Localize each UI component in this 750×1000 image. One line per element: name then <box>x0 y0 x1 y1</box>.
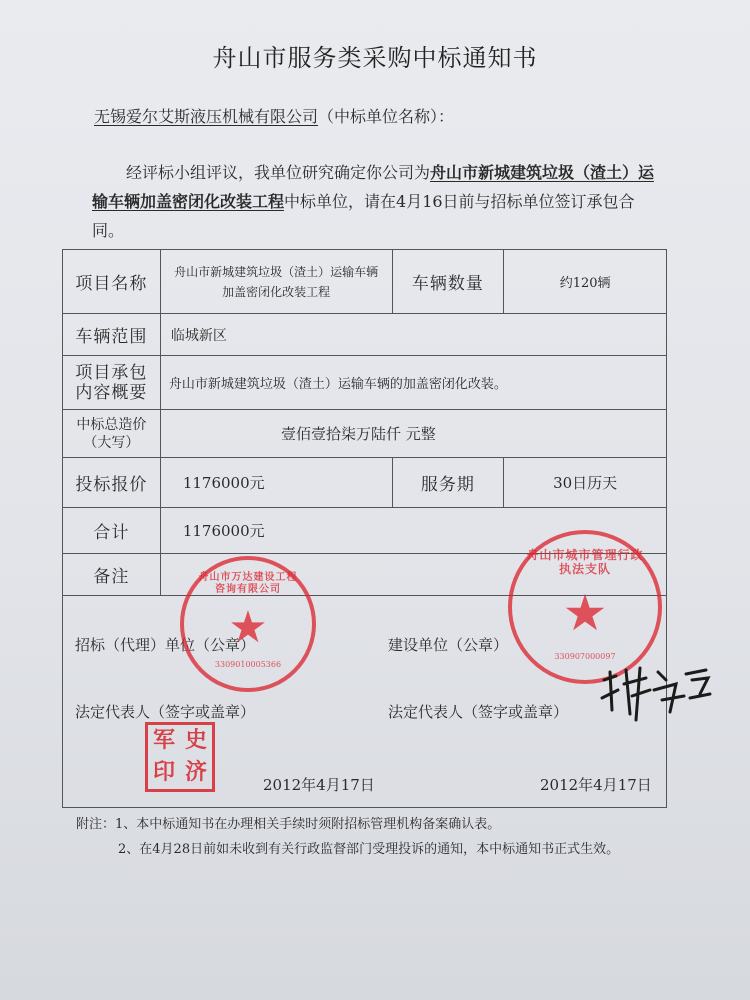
document-title: 舟山市服务类采购中标通知书 <box>212 44 538 72</box>
total-price-value: 壹佰壹拾柒万陆仟 元整 <box>160 410 666 458</box>
tender-unit-label: 招标（代理）单位（公章） <box>75 636 256 654</box>
handwritten-signature <box>596 650 716 730</box>
personal-seal-char: 印 <box>152 759 175 785</box>
project-name-label: 项目名称 <box>63 250 161 314</box>
tender-rep-label: 法定代表人（签字或盖章） <box>75 703 256 721</box>
total-price-label <box>63 410 161 458</box>
content-label-line-1: 项目承包 <box>75 362 148 383</box>
tender-seal-text: 舟山市万达建设工程咨询有限公司 <box>198 572 298 595</box>
tender-unit-seal <box>180 556 316 692</box>
build-seal-star-icon: ★ <box>562 584 608 642</box>
bid-price-value: 1176000元 <box>160 458 392 508</box>
notice-text-1: 经评标小组评议，我单位研究确定你公司为 <box>126 163 431 182</box>
build-seal-text: 舟山市城市管理行政执法支队 <box>526 548 644 576</box>
vehicle-scope-label: 车辆范围 <box>63 314 161 356</box>
tender-seal-number: 3309010005366 <box>214 660 282 669</box>
table-row-bid <box>63 458 667 508</box>
personal-seal-char: 济 <box>184 759 207 785</box>
service-period-label: 服务期 <box>392 458 504 508</box>
notice-project-name: 舟山市新城建筑垃圾（渣土）运输车辆加盖密闭化改装工程 <box>92 163 655 211</box>
tender-seal-star-icon: ★ <box>228 602 268 653</box>
subtotal-value: 1176000元 <box>160 508 666 554</box>
build-unit-label: 建设单位（公章） <box>388 636 509 654</box>
personal-seal <box>145 722 215 792</box>
tender-date: 2012年4月17日 <box>263 776 375 794</box>
build-seal-number: 330907000097 <box>554 652 616 661</box>
table-row-scope <box>63 314 667 356</box>
total-price-label-line-1: 中标总造价 <box>76 416 147 433</box>
vehicle-count-label: 车辆数量 <box>392 250 504 314</box>
build-date: 2012年4月17日 <box>540 776 652 794</box>
notes <box>76 812 636 862</box>
table-row-total-price <box>63 410 667 458</box>
personal-seal-char: 军 <box>152 727 175 753</box>
company-line <box>94 104 454 127</box>
vehicle-scope-value: 临城新区 <box>160 314 666 356</box>
notice-paragraph <box>92 158 657 245</box>
company-suffix: （中标单位名称）： <box>318 107 455 126</box>
content-label-line-2: 内容概要 <box>75 382 148 403</box>
personal-seal-char: 史 <box>184 727 207 753</box>
note-1: 附注：1、本中标通知书在办理相关手续时须附招标管理机构备案确认表。 <box>76 817 501 832</box>
notice-text-2: 中标单位，请在4月16日前与招标单位签订承包合同。 <box>92 192 635 240</box>
content-label <box>63 356 161 410</box>
total-price-label-line-2: （大写） <box>83 434 140 451</box>
project-name-value: 舟山市新城建筑垃圾（渣土）运输车辆加盖密闭化改装工程 <box>160 250 392 314</box>
build-rep-label: 法定代表人（签字或盖章） <box>388 703 569 721</box>
company-name: 无锡爱尔艾斯液压机械有限公司 <box>94 107 319 126</box>
bid-price-label: 投标报价 <box>63 458 161 508</box>
note-2: 2、在4月28日前如未收到有关行政监督部门受理投诉的通知，本中标通知书正式生效。 <box>118 842 620 857</box>
service-period-value: 30日历天 <box>504 458 667 508</box>
remarks-label: 备注 <box>63 554 161 596</box>
table-row-content <box>63 356 667 410</box>
content-value: 舟山市新城建筑垃圾（渣土）运输车辆的加盖密闭化改装。 <box>160 356 666 410</box>
subtotal-label: 合计 <box>63 508 161 554</box>
table-row-project <box>63 250 667 314</box>
vehicle-count-value: 约120辆 <box>504 250 667 314</box>
